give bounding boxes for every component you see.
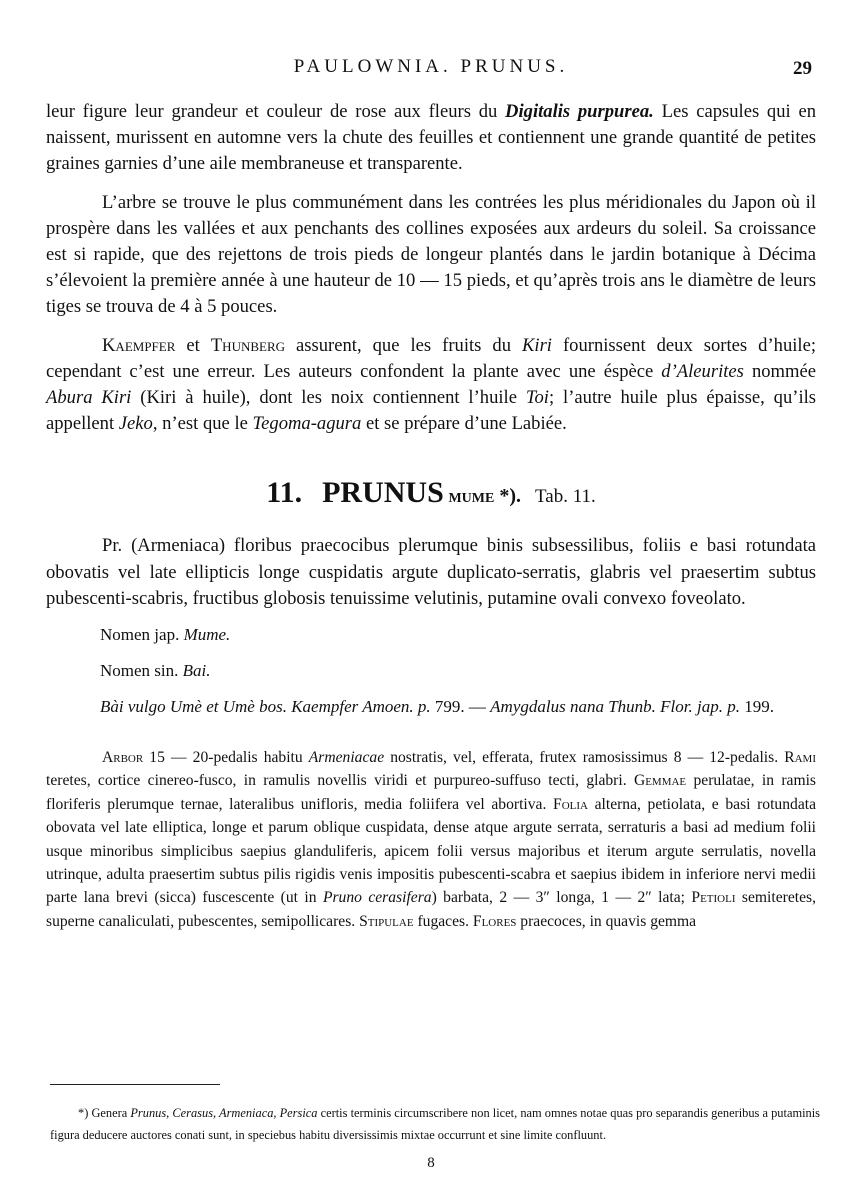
italic-term: Toi [525, 387, 549, 409]
text-run: et se prépare d’une Labiée. [361, 413, 567, 435]
author-name: Kaempfer [102, 334, 176, 356]
paragraph-paulownia-oil [46, 333, 816, 438]
organ-label: Flores [472, 912, 517, 930]
section-genus: PRUNUS [322, 476, 444, 510]
paragraph-paulownia-habitat: L’arbre se trouve le plus communément dans les contrées les plus méridionales du Japon où il prospère dans les vallées et aux penchants des collines exposées aux ardeurs du soleil. Sa croissance est si rapide, que des rejettons de trois pieds de longeur plantés dans le jardin botanique à Décima s’élevoient la première année à une hauteur de 10 — 15 pieds, et qu’après trois ans le diamètre de leurs tiges se trouva de 4 à 5 pouces. [46, 191, 816, 318]
organ-label: Petioli [691, 889, 736, 907]
text-run: 199. [739, 697, 774, 717]
running-title: PAULOWNIA. PRUNUS. [293, 56, 569, 77]
section-number: 11. [266, 476, 303, 510]
citation: Kaempfer Amoen. p. [286, 697, 431, 717]
section-plate-ref: Tab. 11. [534, 486, 596, 508]
text-run: 15 — 20-pedalis habitu [143, 749, 309, 767]
footnote [50, 1102, 820, 1146]
text-run: ; l’autre huile plus épaisse, qu’ils appellent [46, 387, 817, 435]
text-run: 799. — [430, 697, 491, 717]
page-number: 29 [793, 58, 812, 79]
italic-term: Kiri [522, 334, 552, 356]
text-run: , n’est que le [152, 413, 253, 435]
text-run: Les capsules qui en naissent, murissent en automne vers la chute des feuilles et contiennent une grande quantité de petites graines garnies d’une aile membraneuse et transparente. [46, 101, 816, 175]
italic-term: Tegoma-agura [252, 413, 362, 435]
italic-term: Jeko [118, 413, 153, 435]
section-heading [46, 473, 816, 517]
nomen-value: Bai. [182, 661, 211, 681]
footnote-divider [50, 1084, 220, 1085]
text-run: assurent, que les fruits du [285, 334, 522, 356]
text-run: fugaces. [413, 912, 473, 930]
diagnosis-paragraph: Pr. (Armeniaca) floribus praecocibus plerumque binis subsessilibus, foliis e basi rotundata obovatis vel late ellipticis longe cuspidatis argute duplicato-serratis, glabris vel praesertim subtus pubescenti-scabris, fructibus globosis tenuissime velutinis, putamine ovali convexo foveolato. [46, 535, 816, 609]
italic-term: d’Aleurites [661, 360, 744, 382]
nomen-value: Mume. [183, 625, 231, 645]
nomen-label: Nomen sin. [100, 661, 183, 681]
signature-mark: 8 [427, 1155, 435, 1171]
italic-term: Abura Kiri [46, 387, 132, 409]
organ-label: Stipulae [359, 912, 414, 930]
synonymy-paragraph [46, 694, 816, 720]
organ-label: Folia [553, 795, 588, 813]
synonym: Amygdalus nana Thunb. Flor. jap. p. [490, 697, 740, 717]
italic-term: Prunus, Cerasus, Armeniaca, Persica [130, 1106, 318, 1121]
text-run: praecoces, in quavis gemma [516, 912, 697, 930]
text-run: et [175, 334, 211, 356]
synonym: Bài vulgo Umè et Umè bos. [100, 697, 287, 717]
nomen-chinese [100, 658, 816, 684]
italic-term: Digitalis purpurea. [505, 101, 654, 122]
running-head [0, 56, 862, 86]
text-run: fournissent deux sortes d’huile; cependant c’est une erreur. Les auteurs confondent la plante avec une éspèce [46, 334, 816, 382]
text-run: teretes, cortice cinereo-fusco, in ramulis novellis viridi et purpureo-suffuso tecti, glabri. [46, 772, 634, 790]
text-run: semiteretes, superne canaliculati, pubescentes, semipollicares. [46, 889, 816, 930]
footnote-marker: *) Genera [78, 1106, 131, 1121]
nomen-japanese [100, 622, 816, 648]
text-run: ) barbata, 2 — 3″ longa, 1 — 2″ lata; [431, 889, 692, 907]
organ-label: Rami [784, 749, 816, 767]
text-run: nommée [743, 360, 816, 382]
section-species: mume *). [448, 485, 521, 508]
description-paragraph [46, 746, 816, 933]
author-name: Thunberg [210, 334, 286, 356]
text-run: nostratis, vel, efferata, frutex ramosissimus 8 — 12-pedalis. [384, 749, 785, 767]
text-run: leur figure leur grandeur et couleur de rose aux fleurs du [46, 101, 506, 122]
body-text [46, 99, 816, 933]
text-run: alterna, petiolata, e basi rotundata obovata vel late elliptica, longe et parum oblique cuspidata, dense atque argute serrata, serraturis a basi ad medium folii usque minoribus simplicibus saepius glanduliferis, apicem folii versus majoribus et iterum argute serrulatis, novella utrinque, adulta praesertim subtus pilis rigidis venis impositis pubescenti-scabra et saepius ibidem in inferiore nervi medii parte lana brevi (sicca) fuscescente (ut in [46, 795, 816, 907]
paragraph-paulownia-fruit [46, 99, 816, 178]
text-run: (Kiri à huile), dont les noix contiennent l’huile [131, 387, 526, 409]
text-run: perulatae, in ramis floriferis plerumque ternae, lateralibus unifloris, media foliifera vel abortiva. [46, 772, 816, 813]
organ-label: Gemmae [633, 772, 687, 790]
text-run: certis terminis circumscribere non licet, nam omnes notae quas pro separandis generibus a putaminis figura deducere auctores conati sunt, in speciebus habitu diversissimis mixtae occurrunt et sine limite confluunt. [50, 1106, 820, 1143]
italic-term: Armeniacae [308, 749, 385, 767]
nomen-label: Nomen jap. [100, 625, 184, 645]
italic-term: Pruno cerasifera [322, 889, 432, 907]
organ-label: Arbor [102, 749, 144, 767]
